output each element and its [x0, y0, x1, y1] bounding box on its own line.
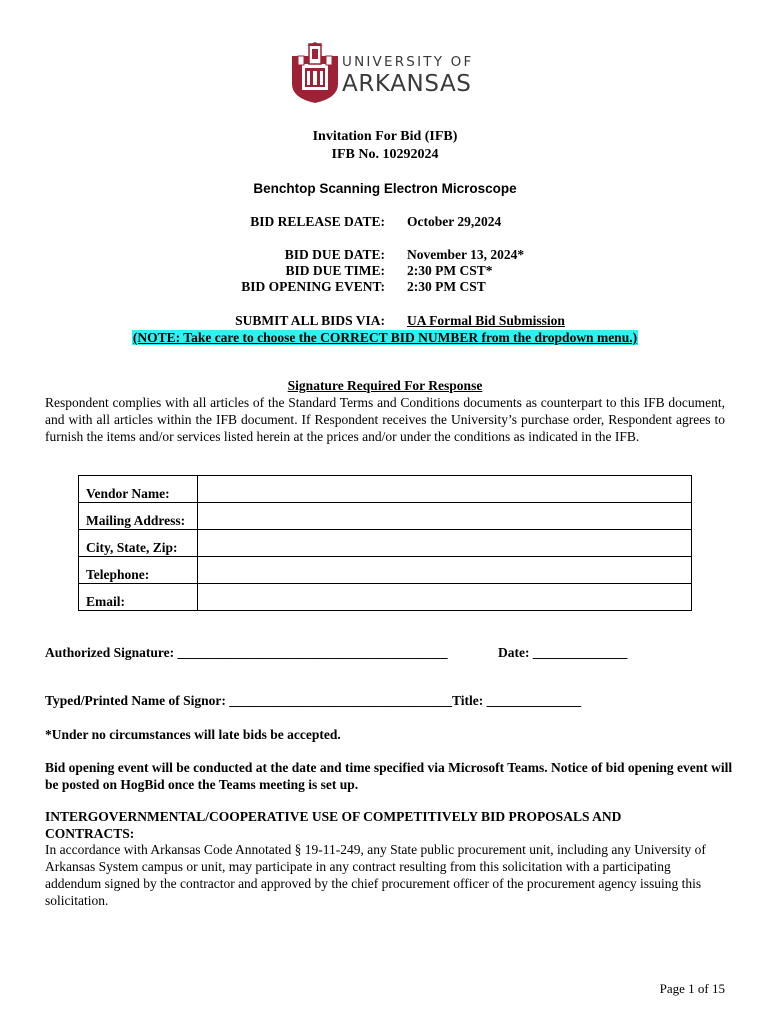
dropdown-note: (NOTE: Take care to choose the CORRECT BID NUMBER from the dropdown menu.) [132, 330, 638, 345]
submission-link[interactable]: UA Formal Bid Submission [407, 313, 565, 328]
page-number: Page 1 of 15 [659, 981, 725, 996]
vendor-info-table [78, 475, 692, 611]
intergov-heading: INTERGOVERNMENTAL/COOPERATIVE USE OF COMPETITIVELY BID PROPOSALS AND CONTRACTS: [45, 809, 622, 841]
due-time-value: 2:30 PM CST* [407, 263, 493, 278]
mailing-address-label: Mailing Address: [79, 503, 198, 530]
due-time-label: BID DUE TIME: [285, 263, 385, 278]
submit-bids-label: SUBMIT ALL BIDS VIA: [235, 313, 385, 328]
logo-line1: UNIVERSITY OF [342, 54, 474, 70]
ifb-title: Invitation For Bid (IFB) [312, 129, 458, 144]
telephone-label: Telephone: [79, 557, 198, 584]
telephone-field[interactable] [198, 557, 692, 584]
release-date-label: BID RELEASE DATE: [250, 214, 385, 229]
city-state-zip-field[interactable] [198, 530, 692, 557]
due-date-value: November 13, 2024* [407, 247, 525, 262]
table-row [79, 476, 692, 503]
table-row [79, 503, 692, 530]
intergov-text: In accordance with Arkansas Code Annotated § 19-11-249, any State public procurement unit, including any University of Arkansas System campus or unit, may participate in any contract resulting from this solicitation with a participating addendum signed by the contractor and approved by the chief procurement officer of the procurement agency issuing this solicitation. [45, 842, 706, 908]
mailing-address-field[interactable] [198, 503, 692, 530]
email-field[interactable] [198, 584, 692, 611]
logo-wordmark [342, 56, 473, 96]
opening-event-value: 2:30 PM CST [407, 279, 486, 294]
typed-name-title-line[interactable]: Typed/Printed Name of Signor: _________________________________Title: ______________ [45, 693, 582, 708]
bid-opening-notice: Bid opening event will be conducted at the date and time specified via Microsoft Teams. Notice of bid opening event will be posted on HogBid once the Teams meeting is set up. [45, 760, 733, 792]
university-logo [290, 42, 475, 104]
table-row [79, 530, 692, 557]
signature-heading: Signature Required For Response [287, 378, 483, 393]
vendor-name-label: Vendor Name: [79, 476, 198, 503]
late-bids-notice: *Under no circumstances will late bids be accepted. [45, 727, 341, 742]
old-main-shield-icon [290, 42, 340, 104]
email-label: Email: [79, 584, 198, 611]
authorized-signature-line[interactable]: Authorized Signature: ________________________________________ [45, 645, 448, 660]
table-row [79, 557, 692, 584]
due-date-label: BID DUE DATE: [284, 247, 385, 262]
ifb-number: IFB No. 10292024 [331, 147, 439, 162]
city-state-zip-label: City, State, Zip: [79, 530, 198, 557]
date-line[interactable]: Date: ______________ [498, 645, 628, 660]
bid-subject: Benchtop Scanning Electron Microscope [253, 181, 517, 196]
signature-text: Respondent complies with all articles of the Standard Terms and Conditions documents as counterpart to this IFB document, and with all articles within the IFB document. If Respondent receives the University’s purchase order, Respondent agrees to furnish the items and/or services listed herein at the prices and/or under the conditions as indicated in the IFB. [45, 395, 725, 444]
opening-event-label: BID OPENING EVENT: [241, 279, 385, 294]
table-row [79, 584, 692, 611]
logo-line2: ARKANSAS [342, 70, 472, 97]
vendor-name-field[interactable] [198, 476, 692, 503]
release-date-value: October 29,2024 [407, 214, 502, 229]
